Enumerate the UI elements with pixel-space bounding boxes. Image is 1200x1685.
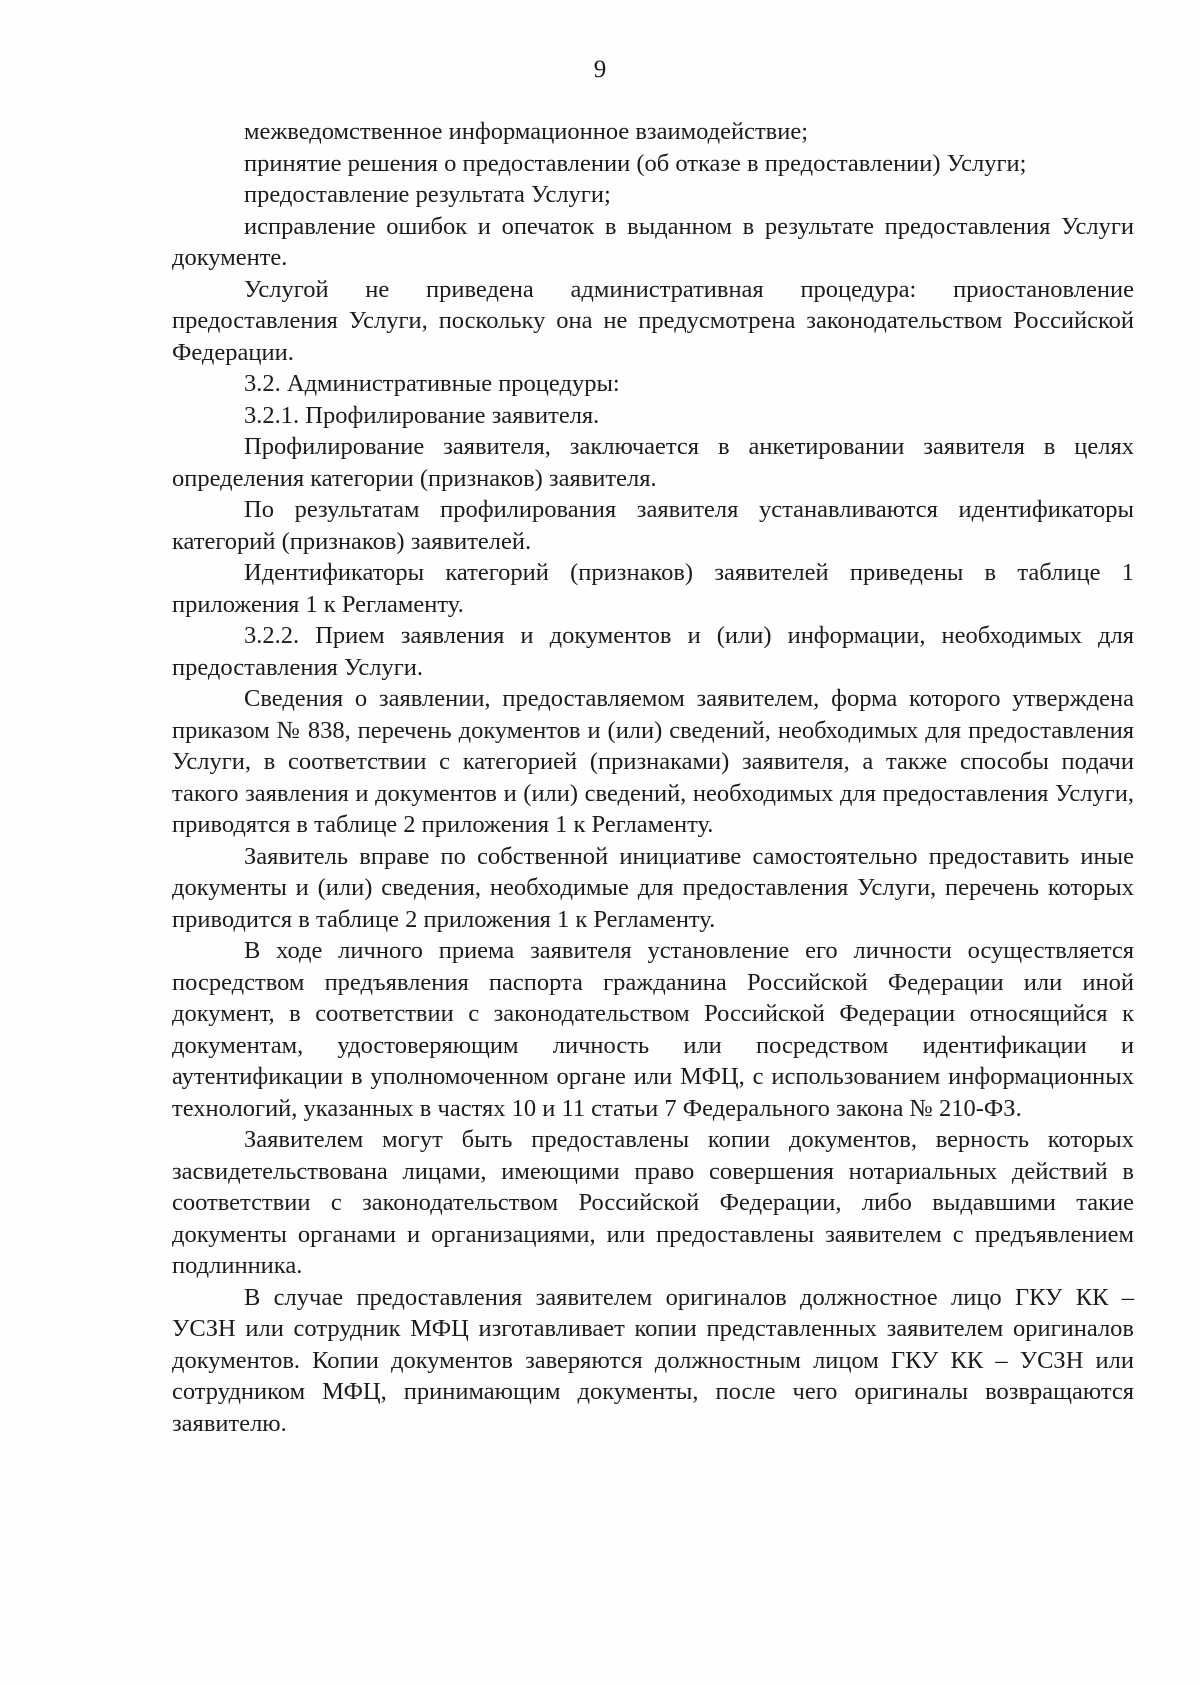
paragraph: Идентификаторы категорий (признаков) заявителей приведены в таблице 1 приложения 1 к Регламенту. [172, 559, 1134, 618]
section-heading: 3.2. Административные процедуры: [244, 370, 620, 397]
paragraph: Услугой не приведена административная процедура: приостановление предоставления Услуги, поскольку она не предусмотрена законодательством Российской Федерации. [172, 275, 1134, 366]
paragraph: Заявитель вправе по собственной инициативе самостоятельно предоставить иные документы и (или) сведения, необходимые для предоставления Услуги, перечень которых приводится в таблице 2 приложения 1 к Регламенту. [172, 842, 1134, 933]
subsection-heading: 3.2.2. Прием заявления и документов и (или) информации, необходимых для предоставления Услуги. [172, 622, 1134, 681]
paragraph: Заявителем могут быть предоставлены копии документов, верность которых засвидетельствована лицами, имеющими право совершения нотариальных действий в соответствии с законодательством Российской Федерации, либо выдавшими такие документы органами и организациями, или предоставлены заявителем с предъявлением подлинника. [172, 1126, 1134, 1279]
paragraph: В ходе личного приема заявителя установление его личности осуществляется посредством предъявления паспорта гражданина Российской Федерации или иной документ, в соответствии с законодательством Российской Федерации относящийся к документам, удостоверяющим личность или посредством идентификации и аутентификации в уполномоченном органе или МФЦ, с использованием информационных технологий, указанных в частях 10 и 11 статьи 7 Федерального закона № 210-ФЗ. [172, 937, 1134, 1122]
paragraph: Профилирование заявителя, заключается в анкетировании заявителя в целях определения категории (признаков) заявителя. [172, 433, 1134, 492]
paragraph: принятие решения о предоставлении (об отказе в предоставлении) Услуги; [244, 149, 1027, 177]
paragraph: предоставление результата Услуги; [244, 181, 611, 208]
paragraph: Сведения о заявлении, предоставляемом заявителем, форма которого утверждена приказом № 838, перечень документов и (или) сведений, необходимых для предоставления Услуги, в соответствии с категорией (признаками) заявителя, а также способы подачи такого заявления и документов и (или) сведений, необходимых для предоставления Услуги, приводятся в таблице 2 приложения 1 к Регламенту. [172, 685, 1134, 838]
paragraph: исправление ошибок и опечаток в выданном в результате предоставления Услуги документе. [172, 212, 1134, 271]
paragraph: В случае предоставления заявителем оригиналов должностное лицо ГКУ КК – УСЗН или сотрудник МФЦ изготавливает копии представленных заявителем оригиналов документов. Копии документов заверяются должностным лицом ГКУ КК – УСЗН или сотрудником МФЦ, принимающим документы, после чего оригиналы возвращаются заявителю. [172, 1283, 1134, 1437]
subsection-heading: 3.2.1. Профилирование заявителя. [244, 401, 600, 429]
document-body [172, 116, 1134, 1439]
paragraph: По результатам профилирования заявителя устанавливаются идентификаторы категорий (признаков) заявителей. [172, 496, 1134, 555]
paragraph: межведомственное информационное взаимодействие; [244, 118, 809, 145]
page-number: 9 [593, 56, 607, 83]
